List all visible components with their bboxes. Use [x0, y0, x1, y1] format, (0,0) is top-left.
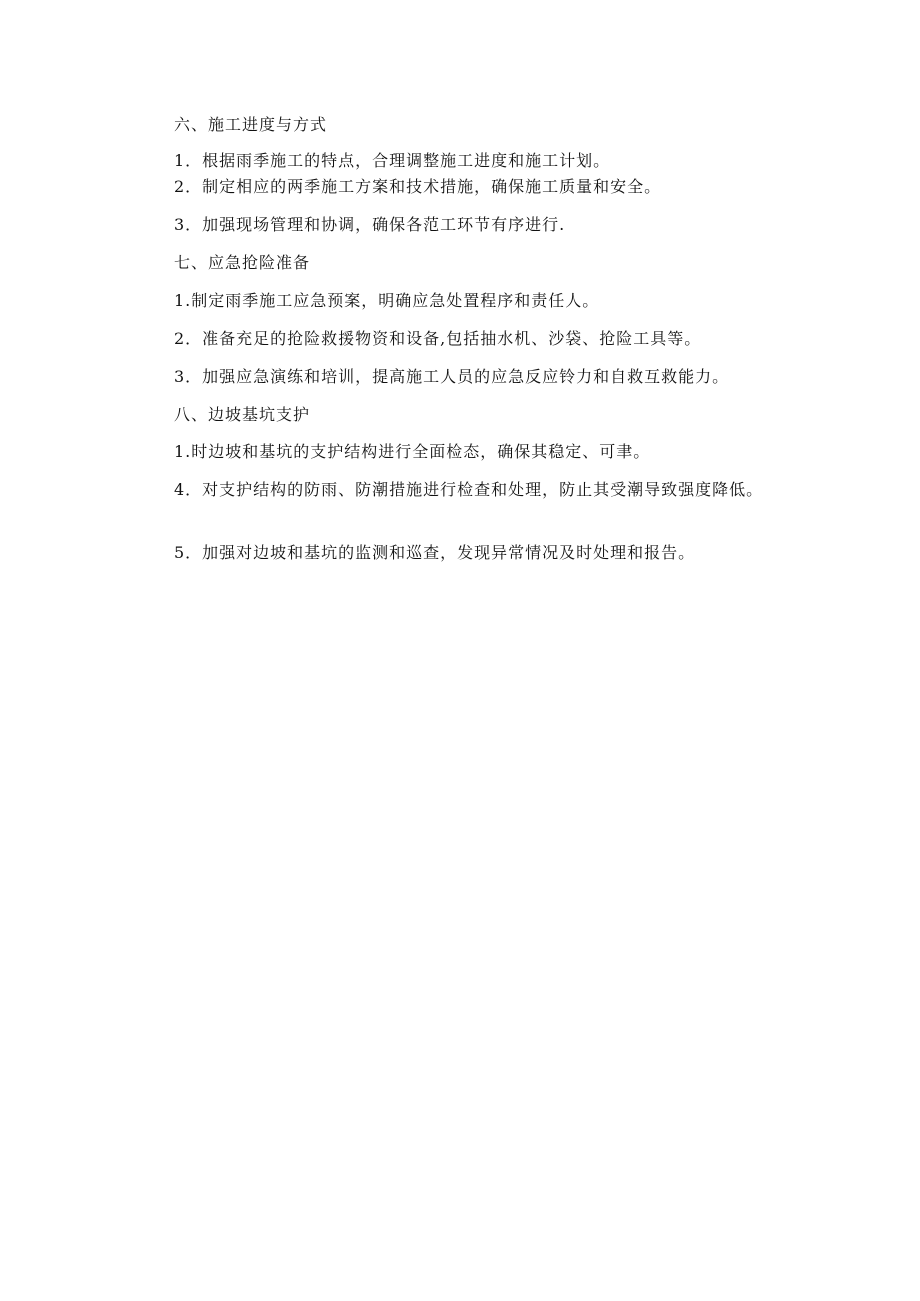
emergency-item-1: 1.制定雨季施工应急预案，明确应急处置程序和责任人。: [174, 291, 600, 310]
schedule-item-3: 3．加强现场管理和协调，确保各范工环节有序进行.: [174, 215, 566, 234]
section-heading-schedule: 六、施工进度与方式: [174, 115, 328, 134]
section-heading-slope-support: 八、边坡基坑支护: [174, 405, 311, 424]
slope-item-1: 1.时边坡和基坑的支护结构进行全面检态，确保其稳定、可聿。: [174, 442, 651, 461]
slope-item-5: 5．加强对边坡和基坑的监测和巡查，发现异常情况及时处理和报告。: [174, 543, 696, 562]
slope-item-4: 4．对支护结构的防雨、防潮措施进行检查和处理，防止其受潮导致强度降低。: [174, 480, 764, 499]
emergency-item-3: 3．加强应急演练和培训，提高施工人员的应急反应铃力和自救互救能力。: [174, 367, 730, 386]
emergency-item-2: 2．准备充足的抢险救援物资和设备,包括抽水机、沙袋、抢险工具等。: [174, 329, 702, 348]
section-heading-emergency: 七、应急抢险准备: [174, 253, 311, 272]
schedule-item-1: 1．根据雨季施工的特点，合理调整施工进度和施工计划。: [174, 151, 611, 170]
schedule-item-2: 2．制定相应的两季施工方案和技术措施，确保施工质量和安全。: [174, 177, 662, 196]
